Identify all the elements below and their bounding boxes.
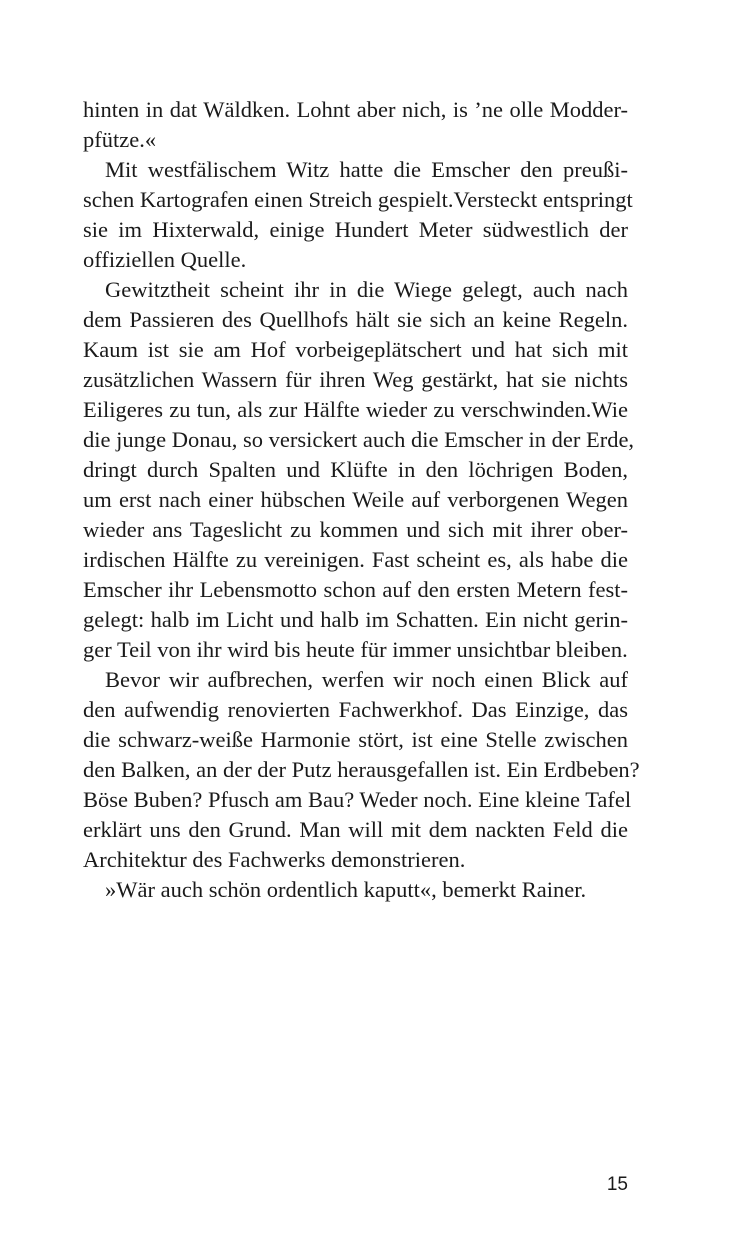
text-line: Mit westfälischem Witz hatte die Emscher den preußi- xyxy=(105,157,628,182)
text-line: dringt durch Spalten und Klüfte in den löchrigen Boden, xyxy=(83,457,628,482)
text-line: um erst nach einer hübschen Weile auf verborgenen Wegen xyxy=(83,487,628,512)
text-line: Architektur des Fachwerks demonstrieren. xyxy=(83,847,466,872)
text-line: offiziellen Quelle. xyxy=(83,247,247,272)
body-text xyxy=(83,95,640,905)
text-line: ger Teil von ihr wird bis heute für immer unsichtbar bleiben. xyxy=(83,637,628,662)
text-line: Gewitztheit scheint ihr in die Wiege gelegt, auch nach xyxy=(105,277,628,302)
text-line: sie im Hixterwald, einige Hundert Meter südwestlich der xyxy=(83,217,628,242)
text-line: »Wär auch schön ordentlich kaputt«, bemerkt Rainer. xyxy=(105,877,587,902)
text-line: Emscher ihr Lebensmotto schon auf den ersten Metern fest- xyxy=(83,577,628,602)
paragraph xyxy=(83,275,635,665)
text-line: die schwarz-weiße Harmonie stört, ist eine Stelle zwischen xyxy=(83,727,628,752)
text-line: zusätzlichen Wassern für ihren Weg gestärkt, hat sie nichts xyxy=(83,367,628,392)
paragraph xyxy=(83,95,628,155)
paragraph xyxy=(83,155,633,275)
text-line: den Balken, an der der Putz herausgefallen ist. Ein Erdbeben? xyxy=(83,757,640,782)
text-line: hinten in dat Wäldken. Lohnt aber nich, is ’ne olle Modder- xyxy=(83,97,628,122)
text-line: die junge Donau, so versickert auch die Emscher in der Erde, xyxy=(83,427,635,452)
text-line: irdischen Hälfte zu vereinigen. Fast scheint es, als habe die xyxy=(83,547,628,572)
text-line: pfütze.« xyxy=(83,127,157,152)
text-line: Kaum ist sie am Hof vorbeigeplätschert und hat sich mit xyxy=(83,337,628,362)
text-line: erklärt uns den Grund. Man will mit dem nackten Feld die xyxy=(83,817,628,842)
text-line: Eiligeres zu tun, als zur Hälfte wieder zu verschwinden.Wie xyxy=(83,397,628,422)
paragraph xyxy=(83,875,628,905)
paragraph xyxy=(83,665,640,875)
page-number: 15 xyxy=(606,1174,628,1195)
text-line: den aufwendig renovierten Fachwerkhof. Das Einzige, das xyxy=(83,697,628,722)
text-line: Böse Buben? Pfusch am Bau? Weder noch. Eine kleine Tafel xyxy=(83,787,632,812)
text-line: dem Passieren des Quellhofs hält sie sich an keine Regeln. xyxy=(83,307,628,332)
text-line: Bevor wir aufbrechen, werfen wir noch einen Blick auf xyxy=(105,667,628,692)
text-line: gelegt: halb im Licht und halb im Schatten. Ein nicht gerin- xyxy=(83,607,628,632)
text-line: wieder ans Tageslicht zu kommen und sich mit ihrer ober- xyxy=(83,517,628,542)
text-line: schen Kartografen einen Streich gespielt.Versteckt entspringt xyxy=(83,187,633,212)
